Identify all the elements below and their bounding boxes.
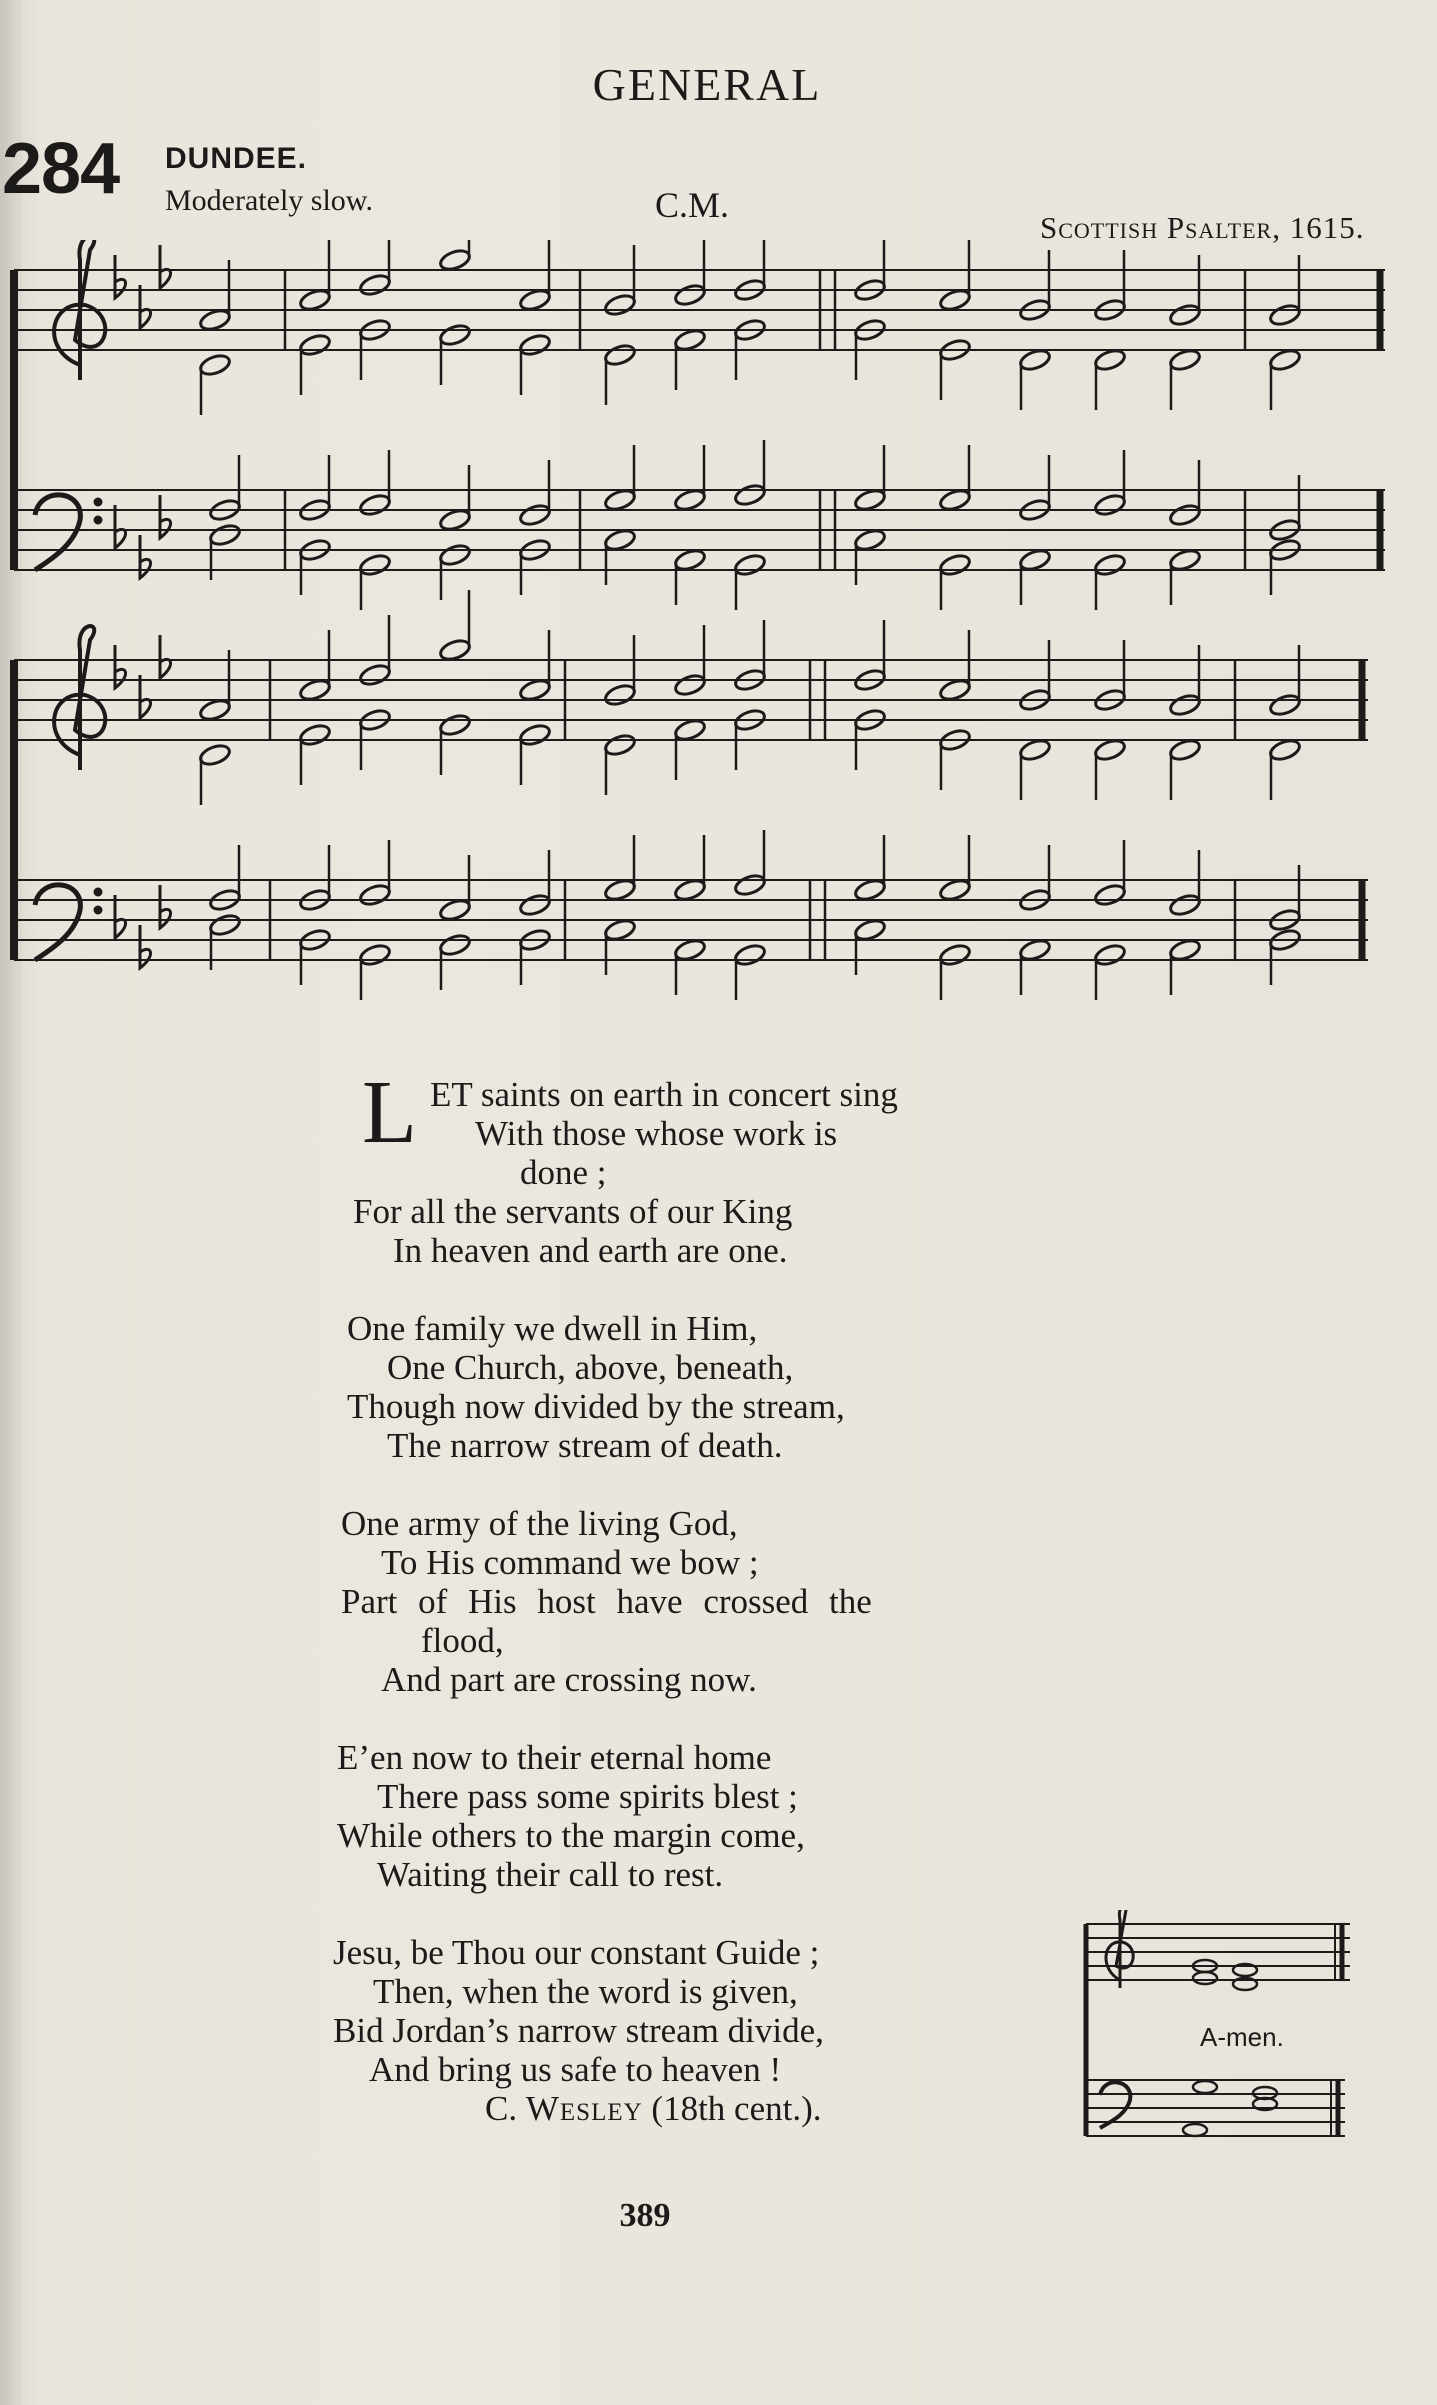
verse-line: E’en now to their eternal home xyxy=(337,1738,772,1777)
author-initial: C. xyxy=(485,2089,518,2128)
verse-line: With those whose work is xyxy=(475,1114,838,1153)
verse-line: In heaven and earth are one. xyxy=(393,1231,788,1270)
section-title: GENERAL xyxy=(592,59,822,110)
verse-line: Jesu, be Thou our constant Guide ; xyxy=(333,1933,820,1972)
tune-source: Scottish Psalter, 1615. xyxy=(1040,210,1365,245)
tempo-marking: Moderately slow. xyxy=(165,184,374,217)
music-score xyxy=(0,240,1437,1020)
hymn-verses xyxy=(325,1063,1025,2167)
verse-line: done ; xyxy=(520,1153,607,1192)
verse-line: One army of the living God, xyxy=(341,1504,738,1543)
verse-line: For all the servants of our King xyxy=(353,1192,793,1231)
stanza-2 xyxy=(325,1309,1025,1465)
stanza-5 xyxy=(325,1933,1025,2128)
author-name: Wesley xyxy=(525,2089,643,2128)
meter-marking: C.M. xyxy=(655,185,730,225)
drop-cap: L xyxy=(362,1063,417,1162)
verse-line: One family we dwell in Him, xyxy=(347,1309,758,1348)
verse-line: And bring us safe to heaven ! xyxy=(369,2050,782,2089)
tune-name: DUNDEE. xyxy=(165,142,308,175)
verse-line-text: ET saints on earth in concert sing xyxy=(430,1075,898,1114)
stanza-1 xyxy=(325,1063,1025,1270)
verse-line: Bid Jordan’s narrow stream divide, xyxy=(333,2011,824,2050)
amen-label: A-men. xyxy=(1200,2022,1284,2052)
page-number: 389 xyxy=(619,2197,671,2234)
verse-line: While others to the margin come, xyxy=(337,1816,805,1855)
verse-line: Though now divided by the stream, xyxy=(347,1387,845,1426)
hymn-attribution xyxy=(325,2089,1025,2128)
verse-line: To His command we bow ; xyxy=(381,1543,759,1582)
verse-line: One Church, above, beneath, xyxy=(387,1348,794,1387)
stanza-3 xyxy=(325,1504,1025,1699)
verse-line: Then, when the word is given, xyxy=(373,1972,798,2011)
verse-line: Waiting their call to rest. xyxy=(377,1855,724,1894)
verse-line: There pass some spirits blest ; xyxy=(377,1777,798,1816)
verse-line: flood, xyxy=(421,1621,504,1660)
verse-line: And part are crossing now. xyxy=(381,1660,757,1699)
hymn-number: 284 xyxy=(2,129,120,209)
author-century: (18th cent.). xyxy=(651,2089,822,2128)
verse-line: The narrow stream of death. xyxy=(387,1426,783,1465)
stanza-4 xyxy=(325,1738,1025,1894)
verse-line: Part of His host have crossed the xyxy=(341,1582,872,1621)
